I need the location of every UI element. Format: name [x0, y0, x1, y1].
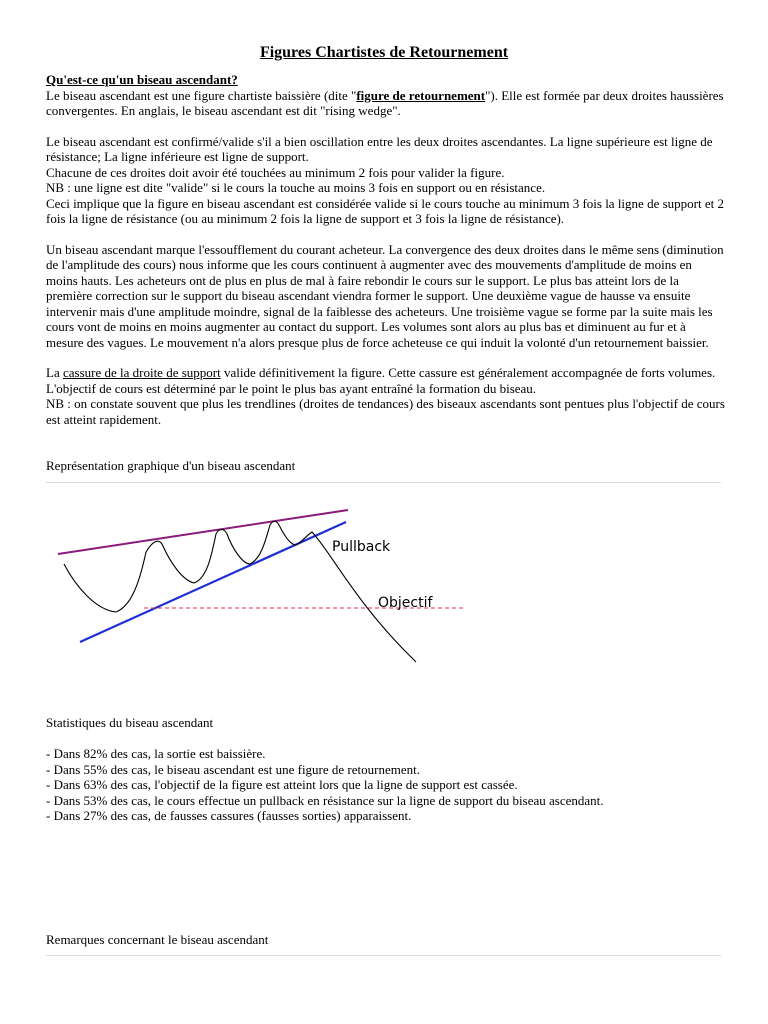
rising-wedge-diagram: [46, 492, 476, 697]
divider: [46, 482, 721, 483]
divider: [46, 955, 721, 956]
validation-line: Ceci implique que la figure en biseau ascendant est considérée valide si le cours touche au minimum 3 fois la ligne de support et 2 fois la ligne de résistance (ou au minimum 2 fois la ligne de support et 3 fois la ligne de résistance).: [46, 195, 724, 226]
validation-line: NB : une ligne est dite "valide" si le cours la touche au moins 3 fois en support ou en résistance.: [46, 180, 546, 195]
validation-line: Le biseau ascendant est confirmé/valide s'il a bien oscillation entre les deux droites ascendantes. La ligne supérieure est ligne de résistance; La ligne inférieure est ligne de support.: [46, 133, 713, 164]
intro-text-after: "). Elle est formée par deux droites haussières convergentes. En anglais, le biseau ascendant est dit "rising wedge".: [46, 87, 724, 118]
resistance-line: [58, 510, 348, 554]
breakout-nb: NB : on constate souvent que plus les trendlines (droites de tendances) des biseaux ascendants sont pentues plus l'objectif de cours est atteint rapidement.: [46, 396, 725, 427]
stats-item: - Dans 55% des cas, le biseau ascendant est une figure de retournement.: [46, 761, 420, 777]
stats-item: - Dans 53% des cas, le cours effectue un pullback en résistance sur la ligne de support du biseau ascendant.: [46, 792, 604, 808]
stats-title: Statistiques du biseau ascendant: [46, 715, 214, 730]
figure-retournement-link[interactable]: figure de retournement: [356, 87, 486, 103]
validation-line: Chacune de ces droites doit avoir été touchées au minimum 2 fois pour valider la figure.: [46, 164, 505, 180]
stats-item: - Dans 63% des cas, l'objectif de la figure est atteint lors que la ligne de support est cassée.: [46, 777, 518, 792]
page-title: Figures Chartistes de Retournement: [259, 44, 509, 61]
figure-caption: Représentation graphique d'un biseau ascendant: [46, 458, 296, 473]
section-heading: Qu'est-ce qu'un biseau ascendant?: [46, 72, 238, 87]
objectif-label: Objectif: [378, 595, 433, 611]
pullback-label: Pullback: [332, 539, 391, 555]
stats-item: - Dans 27% des cas, de fausses cassures (fausses sorties) apparaissent.: [46, 808, 412, 823]
breakout-text-before: La: [46, 365, 63, 380]
intro-text-before: Le biseau ascendant est une figure chartiste baissière (dite ": [46, 87, 357, 103]
breakout-paragraph: [46, 365, 726, 427]
cassure-support-link[interactable]: cassure de la droite de support: [62, 365, 221, 380]
validation-paragraph: [46, 134, 726, 227]
stats-item: - Dans 82% des cas, la sortie est baissière.: [46, 746, 266, 761]
breakout-text-after: valide définitivement la figure. Cette cassure est généralement accompagnée de forts volumes. L'objectif de cours est déterminé par le point le plus bas ayant entraîné la formation du biseau.: [46, 365, 716, 396]
stats-list: [46, 746, 604, 824]
article-body: [46, 72, 726, 442]
remarks-title: Remarques concernant le biseau ascendant: [46, 932, 269, 947]
support-line: [80, 522, 346, 642]
intro-paragraph: [46, 88, 726, 119]
explanation-paragraph: Un biseau ascendant marque l'essoufflement du courant acheteur. La convergence des deux droites dans le même sens (diminution de l'amplitude des cours) nous informe que les cours continuent à augmenter avec des mouvements d'amplitude de moins en moins hauts. Les acheteurs ont de plus en plus de mal à faire rebondir le cours sur le support. Le plus bas atteint lors de la première correction sur le support du biseau ascendant viendra former le support. Une deuxième vague de hausse va ensuite intervenir mais d'une amplitude moindre, signal de la faiblesse des acheteurs. Une troisième vague se forme par la suite mais les cours vont de moins en moins augmenter au contact du support. Les volumes sont alors au plus bas et diminuent au fur et à mesure des vagues. Le mouvement n'a alors presque plus de force acheteuse ce qui induit la volonté d'un retournement baissier.: [46, 241, 724, 350]
